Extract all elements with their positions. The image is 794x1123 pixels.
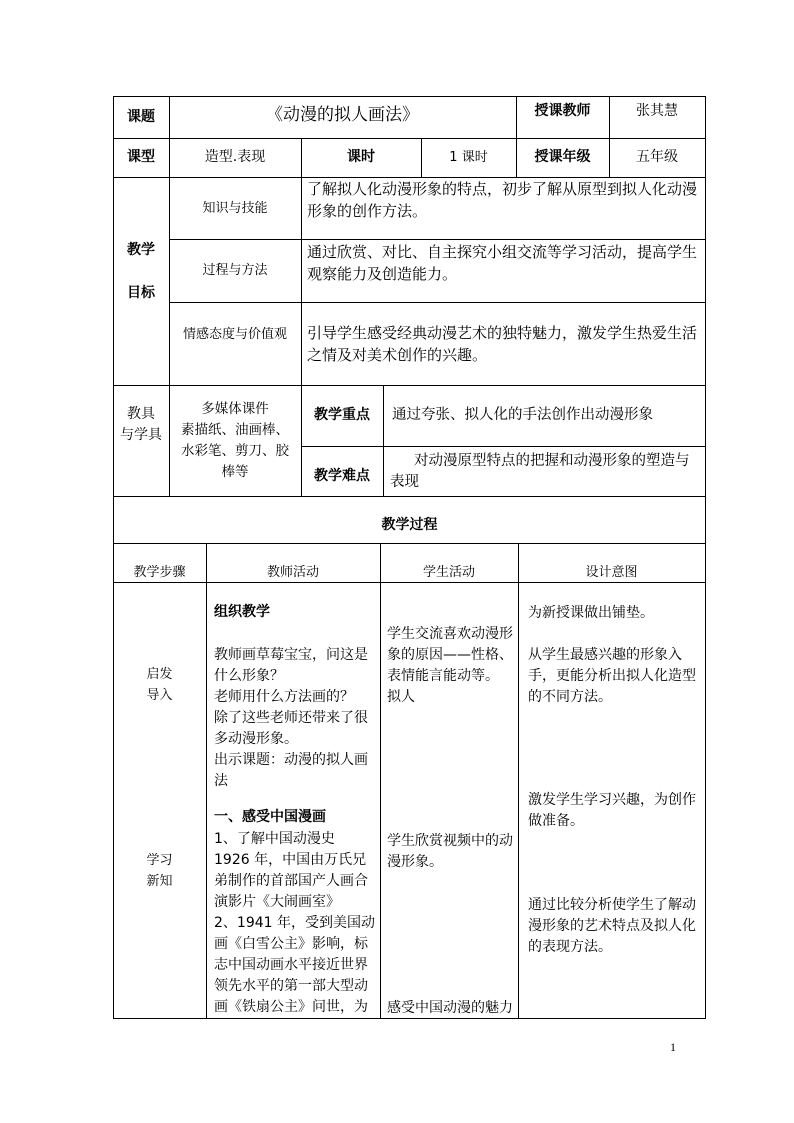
rule xyxy=(380,543,381,1019)
goals-label-1: 教学 xyxy=(127,242,155,258)
rule xyxy=(113,496,706,497)
teacher-intro: 教师画草莓宝宝，问这是什么形象？ 老师用什么方法画的？ 除了这些老师还带来了很多动漫形象。 出示课题：动漫的拟人画法 xyxy=(214,647,368,789)
key-point-value: 通过夸张、拟人化的手法创作出动漫形象 xyxy=(392,407,653,423)
step-learn: 学习 新知 xyxy=(146,853,173,889)
col-header-student: 学生活动 xyxy=(422,564,475,580)
rule xyxy=(113,543,706,544)
goal-text-emotion: 引导学生感受经典动漫艺术的独特魅力，激发学生热爱生活之情及对美术创作的兴趣。 xyxy=(307,324,698,364)
rule xyxy=(518,543,519,1019)
goal-text-process: 通过欣赏、对比、自主探究小组交流等学习活动，提高学生观察能力及创造能力。 xyxy=(307,243,698,283)
hours-label: 课时 xyxy=(347,149,375,165)
key-point-label: 教学重点 xyxy=(314,407,370,423)
teacher-heading-china: 一、感受中国漫画 xyxy=(214,809,326,825)
intent-4: 通过比较分析使学生了解动漫形象的艺术特点及拟人化的表现方法。 xyxy=(528,897,696,955)
tools-label: 教具 与学具 xyxy=(120,406,162,443)
student-activity-3: 感受中国动漫的魅力 xyxy=(387,1000,513,1016)
grade-label: 授课年级 xyxy=(534,149,591,165)
difficulty-label: 教学难点 xyxy=(314,467,370,484)
rule xyxy=(206,543,207,1019)
col-header-intent: 设计意图 xyxy=(585,564,638,580)
tools-items: 多媒体课件 素描纸、油画棒、 水彩笔、剪刀、胶 棒等 xyxy=(181,400,289,480)
intent-3: 激发学生学习兴趣，为创作做准备。 xyxy=(528,792,696,829)
intent-2: 从学生最感兴趣的形象入手，更能分析出拟人化造型的不同方法。 xyxy=(528,647,696,705)
student-activity-2: 学生欣赏视频中的动漫形象。 xyxy=(387,833,513,870)
goal-text-knowledge: 了解拟人化动漫形象的特点，初步了解从原型到拟人化动漫形象的创作方法。 xyxy=(307,180,698,220)
type-value: 造型.表现 xyxy=(204,149,266,165)
goal-name-emotion: 情感态度与价值观 xyxy=(182,326,287,342)
process-title: 教学过程 xyxy=(381,516,438,533)
step-inspire: 启发 导入 xyxy=(146,667,173,703)
goals-label-2: 目标 xyxy=(127,285,155,301)
rule xyxy=(383,385,384,496)
col-header-step: 教学步骤 xyxy=(133,564,186,580)
teacher-name: 张其慧 xyxy=(636,102,678,119)
course-title: 《动漫的拟人画法》 xyxy=(266,104,419,125)
difficulty-value: 对动漫原型特点的把握和动漫形象的塑造与表现 xyxy=(390,453,690,490)
rule xyxy=(301,177,302,385)
course-label: 课题 xyxy=(127,108,155,125)
goal-name-knowledge: 知识与技能 xyxy=(202,200,268,216)
grade-value: 五年级 xyxy=(636,149,678,165)
rule xyxy=(705,96,706,1019)
intent-1: 为新授课做出铺垫。 xyxy=(528,605,654,621)
teacher-heading-organize: 组织教学 xyxy=(214,604,270,620)
teacher-label: 授课教师 xyxy=(534,102,591,119)
student-activity-1: 学生交流喜欢动漫形象的原因——性格、表情能言能动等。 拟人 xyxy=(387,626,513,705)
type-label: 课型 xyxy=(127,149,155,165)
col-header-teacher: 教师活动 xyxy=(266,564,319,580)
teacher-content: 1、了解中国动漫史 1926 年，中国由万氏兄弟制作的首部国产人画合演影片《大闹画室》 2、1941 年，受到美国动画《白雪公主》影响，标志中国动画水平接近世界领先水平的第一部大型动画《铁扇公主》问世，为 xyxy=(214,831,375,1015)
goal-name-process: 过程与方法 xyxy=(202,263,268,278)
page-number: 1 xyxy=(670,1040,676,1054)
hours-value: 1 课时 xyxy=(449,150,488,165)
